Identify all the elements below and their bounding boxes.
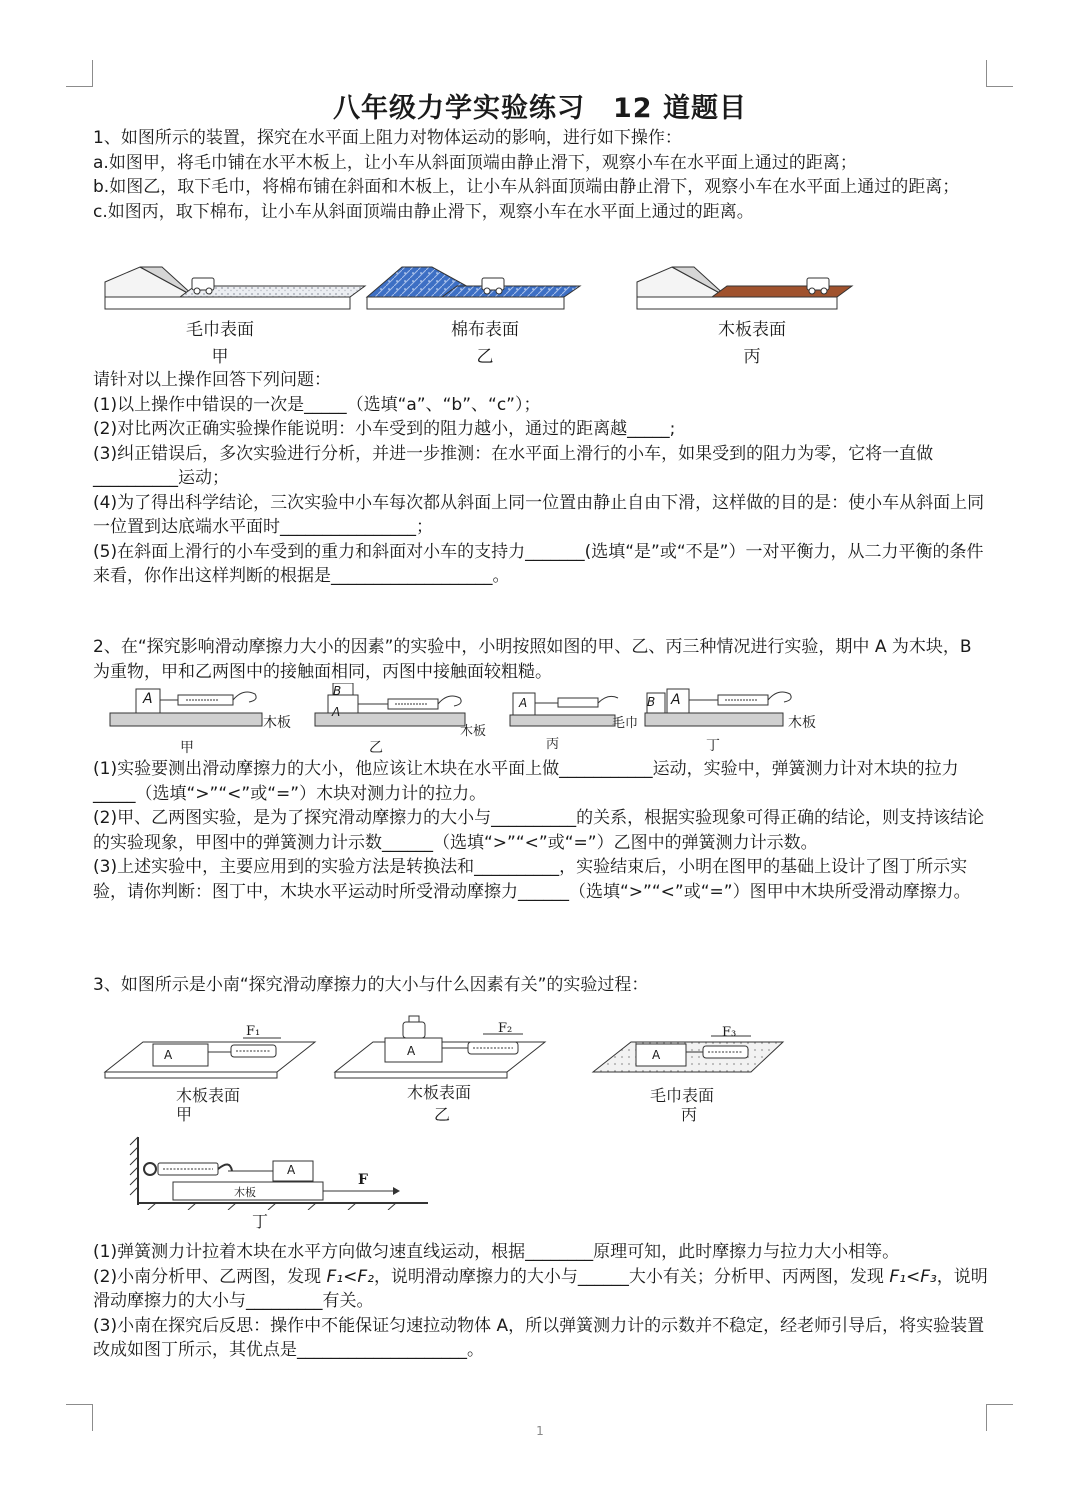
q1-fig1-label: 甲 — [211, 347, 229, 367]
page-number: 1 — [536, 1424, 544, 1438]
q3-fig-ding — [128, 1135, 438, 1210]
q2-sub3: (3)上述实验中，主要应用到的实验方法是转换法和__________，实验结束后，小明在图甲的基础上设计了图丁所示实验，请你判断：图丁中，木块水平运动时所受滑动摩擦力______（选填“>”“<”或“=”）图甲中木块所受滑动摩擦力。 — [93, 857, 971, 902]
q1-questions — [93, 368, 989, 589]
q1-fig1-surface: 毛巾表面 — [186, 320, 254, 340]
q2-questions — [93, 757, 989, 904]
q1-prompt: 请针对以上操作回答下列问题： — [93, 370, 331, 390]
q2-fig2-block-b: B — [333, 684, 342, 698]
q3-fig-yi — [335, 1016, 545, 1078]
q2-fig4-block-b: B — [647, 695, 656, 709]
q3-intro: 3、如图所示是小南“探究滑动摩擦力的大小与什么因素有关”的实验过程： — [93, 975, 649, 995]
q1-fig-yi — [367, 267, 580, 309]
q3-sub2-part1: (2)小南分析甲、乙两图，发现 — [93, 1266, 322, 1287]
q2-fig-jia — [110, 689, 262, 726]
q3-fig4-board: 木板 — [234, 1186, 256, 1199]
q3-fig3-label: 丙 — [681, 1105, 698, 1124]
q2-fig4-block-a: A — [671, 692, 681, 708]
q3-sub2-part3: ，说明滑动摩擦力的大小与_________有关。 — [93, 1266, 988, 1311]
q2-intro: 2、在“探究影响滑动摩擦力大小的因素”的实验中，小明按照如图的甲、乙、丙三种情况进行实验，期中 A 为木块，B 为重物，甲和乙两图中的接触面相同，丙图中接触面较粗糙。 — [93, 637, 972, 682]
q1-fig-jia — [105, 267, 365, 309]
q2-sub2: (2)甲、乙两图实验，是为了探究滑动摩擦力的大小与__________的关系，根据实验现象可得正确的结论，则支持该结论的实验现象，甲图中的弹簧测力计示数______（选填“>”“<”或“=”）乙图中的弹簧测力计示数。 — [93, 808, 985, 853]
q3-fig-bing — [593, 1036, 783, 1072]
q3-fig2-surface: 木板表面 — [407, 1083, 472, 1102]
q2-fig1-surface: 木板 — [263, 715, 291, 731]
q1-intro: 1、如图所示的装置，探究在水平面上阻力对物体运动的影响，进行如下操作： — [93, 128, 682, 148]
q1-text — [93, 126, 989, 224]
q1-sub2: (2)对比两次正确实验操作能说明：小车受到的阻力越小，通过的距离越_____; — [93, 419, 676, 439]
q1-fig3-label: 丙 — [743, 347, 761, 367]
q2-fig1-label: 甲 — [180, 740, 194, 756]
q3-fig1-block: A — [164, 1048, 173, 1062]
q1-sub5: (5)在斜面上滑行的小车受到的重力和斜面对小车的支持力_______(选填“是”或“不是”）一对平衡力，从二力平衡的条件来看，你作出这样判断的根据是___________________。 — [93, 541, 984, 586]
q2-fig3-label: 丙 — [546, 737, 560, 752]
q2-fig2-label: 乙 — [369, 740, 383, 756]
q3-f1: F₁ — [326, 1266, 344, 1287]
q3-fig1-label: 甲 — [176, 1105, 193, 1124]
q1-step-c: c.如图丙，取下棉布，让小车从斜面顶端由静止滑下，观察小车在水平面上通过的距离。 — [93, 201, 754, 222]
q2-sub1: (1)实验要测出滑动摩擦力的大小，他应该让木块在水平面上做___________运动，实验中，弹簧测力计对木块的拉力_____（选填“>”“<”或“=”）木块对测力计的拉力。 — [93, 759, 959, 804]
q1-figures — [100, 262, 860, 322]
q1-sub1: (1)以上操作中错误的一次是_____（选填“a”、“b”、“c”）； — [93, 394, 541, 415]
q3-fig3-surface: 毛巾表面 — [650, 1086, 715, 1105]
q3-sub2: (2)小南分析甲、乙两图，发现 F₁<F₂，说明滑动摩擦力的大小与______大小有关；分析甲、丙两图，发现 F₁<F₃，说明滑动摩擦力的大小与_________有关。 — [93, 1266, 988, 1311]
q1-fig-bing — [637, 267, 852, 309]
q1-fig2-label: 乙 — [476, 347, 494, 367]
q3-fig2-force: F₂ — [498, 1021, 513, 1036]
q3-fig3-force: F₃ — [722, 1025, 737, 1040]
q1-fig3-surface: 木板表面 — [718, 320, 786, 340]
q3-fig2-block: A — [407, 1044, 416, 1058]
q1-step-a: a.如图甲，将毛巾铺在水平木板上，让小车从斜面顶端由静止滑下，观察小车在水平面上通过的距离； — [93, 152, 857, 173]
q3-fig-jia — [105, 1038, 315, 1078]
q2-fig3-block: A — [519, 696, 528, 710]
q3-sub1: (1)弹簧测力计拉着木块在水平方向做匀速直线运动，根据________原理可知，此时摩擦力与拉力大小相等。 — [93, 1242, 900, 1262]
q2-fig4-label: 丁 — [706, 738, 720, 754]
q3-sub3: (3)小南在探究后反思：操作中不能保证匀速拉动物体 A，所以弹簧测力计的示数并不稳定，经老师引导后，将实验装置改成如图丁所示，其优点是____________________。 — [93, 1315, 985, 1360]
q2-fig4-surface: 木板 — [788, 715, 816, 731]
q2-fig1-block: A — [143, 691, 153, 707]
q3-fig3-block: A — [652, 1048, 661, 1062]
q3-fig4-label: 丁 — [252, 1212, 269, 1231]
q1-sub4: (4)为了得出科学结论，三次实验中小车每次都从斜面上同一位置由静止自由下滑，这样做的目的是：使小车从斜面上同一位置到达底端水平面时________________； — [93, 492, 985, 537]
q3-f1b: F₁ — [889, 1266, 906, 1287]
q3-figures — [103, 1012, 803, 1080]
page-title: 八年级力学实验练习 12 道题目 — [333, 93, 747, 124]
q2-fig3-surface: 毛巾 — [612, 716, 639, 731]
q1-fig2-surface: 棉布表面 — [451, 320, 519, 340]
corner-mark — [986, 60, 1013, 87]
q3-fig1-force: F₁ — [246, 1024, 261, 1039]
q3-f3: F₃ — [920, 1266, 937, 1287]
q3-fig4-force: F — [358, 1172, 368, 1188]
corner-mark — [66, 60, 93, 87]
q3-fig1-surface: 木板表面 — [176, 1086, 241, 1105]
q2-fig2-block-a: A — [332, 705, 341, 719]
q3-f2: F₂ — [357, 1266, 374, 1287]
q3-fig4-block: A — [287, 1163, 296, 1177]
q3-questions — [93, 1240, 989, 1363]
q2-fig2-surface: 木板 — [460, 724, 487, 739]
q1-step-b: b.如图乙，取下毛巾，将棉布铺在斜面和木板上，让小车从斜面顶端由静止滑下，观察小车在水平面上通过的距离； — [93, 177, 960, 197]
q3-fig2-label: 乙 — [434, 1105, 451, 1124]
q3-sub2-part2: ，说明滑动摩擦力的大小与______大小有关；分析甲、丙两图，发现 — [373, 1266, 884, 1287]
q1-sub3: (3)纠正错误后，多次实验进行分析，并进一步推测：在水平面上滑行的小车，如果受到的阻力为零，它将一直做__________运动； — [93, 443, 934, 488]
q2-fig-ding — [645, 689, 791, 726]
